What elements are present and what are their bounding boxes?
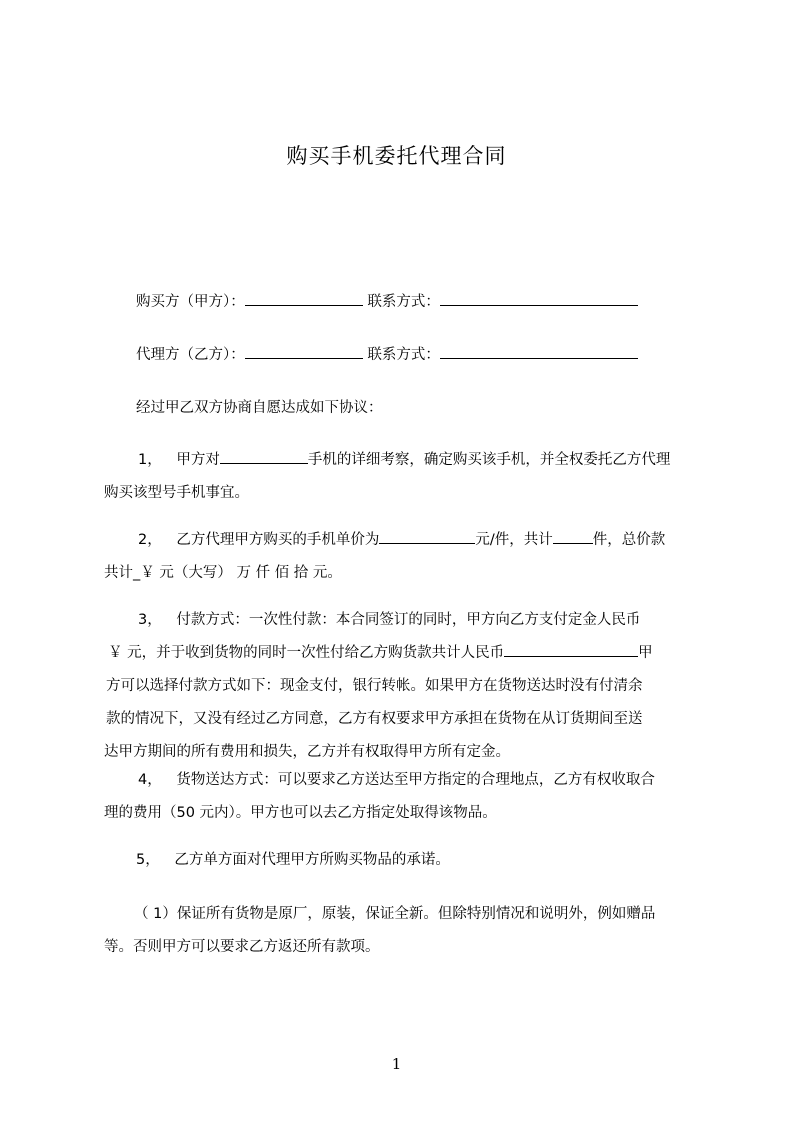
clause-2-text-a: 乙方代理甲方购买的手机单价为 — [176, 532, 380, 548]
clause-4-line-2: 理的费用（50 元内）。甲方也可以去乙方指定处取得该物品。 — [104, 805, 497, 821]
clause-1-line-2: 购买该型号手机事宜。 — [104, 485, 249, 501]
clause-4-number: 4， — [138, 772, 162, 788]
party-b-label: 代理方（乙方）： — [136, 347, 245, 363]
clause-4 — [104, 764, 704, 830]
sub-clause-1 — [104, 898, 704, 964]
party-b-contact-label: 联系方式： — [367, 347, 440, 363]
clause-3-line-5: 达甲方期间的所有费用和损失，乙方并有权取得甲方所有定金。 — [104, 744, 510, 760]
clause-1-model-blank[interactable] — [220, 449, 308, 464]
clause-3-amount-blank[interactable] — [504, 642, 638, 657]
page-title: 购买手机委托代理合同 — [286, 144, 507, 168]
clause-2-line-2: 共计_￥ 元（大写） 万 仟 佰 拾 元。 — [104, 565, 342, 581]
intro-text: 经过甲乙双方协商自愿达成如下协议： — [136, 400, 383, 416]
clause-2-qty-blank[interactable] — [553, 529, 593, 544]
party-b-row — [136, 344, 638, 365]
party-a-name-blank[interactable] — [245, 291, 363, 306]
clause-2-number: 2， — [138, 532, 162, 548]
clause-3-line-2-end: 甲 — [638, 645, 653, 661]
party-a-contact-label: 联系方式： — [367, 294, 440, 310]
clause-1-text-a: 甲方对 — [176, 452, 220, 468]
party-a-label: 购买方（甲方）： — [136, 294, 245, 310]
party-a-row — [136, 291, 638, 312]
clause-4-text-a: 货物送达方式：可以要求乙方送达至甲方指定的合理地点，乙方有权收取合 — [176, 772, 655, 788]
clause-2 — [104, 524, 704, 590]
party-b-name-blank[interactable] — [245, 344, 363, 359]
clause-2-text-c: 件，总价款 — [592, 532, 666, 548]
party-a-contact-blank[interactable] — [440, 291, 638, 306]
clause-2-price-blank[interactable] — [379, 529, 475, 544]
clause-3-number: 3， — [138, 612, 162, 628]
clause-3-line-4: 款的情况下，又没有经过乙方同意，乙方有权要求甲方承担在货物在从订货期间至送 — [106, 711, 643, 727]
clause-5-number: 5， — [136, 852, 160, 868]
clause-3-line-2: ￥ 元，并于收到货物的同时一次性付给乙方购货款共计人民币 — [108, 645, 505, 661]
clause-2-text-b: 元/件，共计 — [475, 532, 553, 548]
sub-clause-1-line-2: 等。否则甲方可以要求乙方返还所有款项。 — [104, 939, 380, 955]
clause-5-text: 乙方单方面对代理甲方所购买物品的承诺。 — [174, 852, 450, 868]
clause-5 — [104, 844, 704, 877]
clause-3-text-a: 付款方式：一次性付款：本合同签订的同时，甲方向乙方支付定金人民币 — [176, 612, 641, 628]
clause-1-number: 1， — [138, 452, 162, 468]
clause-1-text-b: 手机的详细考察，确定购买该手机，并全权委托乙方代理 — [307, 452, 671, 468]
page-number: 1 — [391, 1055, 402, 1073]
clause-3-line-3: 方可以选择付款方式如下：现金支付，银行转帐。如果甲方在货物送达时没有付清余 — [106, 678, 643, 694]
clause-1 — [104, 444, 704, 510]
sub-clause-1-line-1: （ 1）保证所有货物是原厂，原装，保证全新。但除特别情况和说明外，例如赠品 — [134, 906, 656, 922]
clause-3 — [104, 604, 704, 769]
party-b-contact-blank[interactable] — [440, 344, 638, 359]
